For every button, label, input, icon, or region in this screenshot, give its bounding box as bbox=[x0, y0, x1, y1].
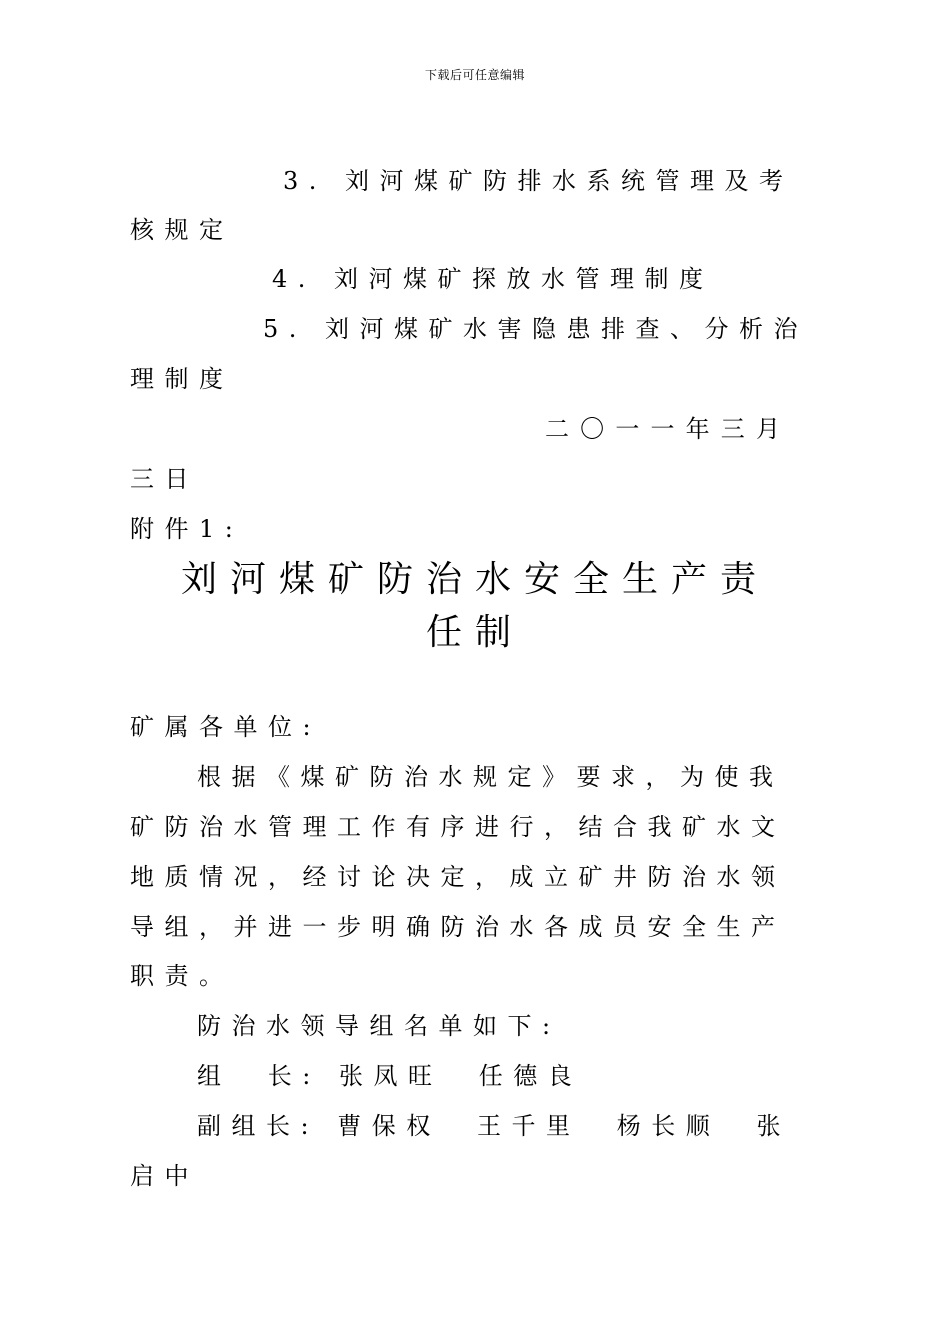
paragraph-line: 矿防治水管理工作有序进行，结合我矿水文 bbox=[130, 813, 786, 841]
item-5-line-2: 理制度 bbox=[130, 365, 234, 393]
date-line-2: 三日 bbox=[130, 465, 199, 493]
item-3-line-1: 3. 刘河煤矿防排水系统管理及考 bbox=[283, 167, 794, 195]
group-leader-line: 组 长: 张凤旺 任德良 bbox=[197, 1062, 583, 1090]
paragraph-line: 地质情况，经讨论决定，成立矿井防治水领 bbox=[130, 863, 786, 891]
deputy-leader-line-1: 副组长: 曹保权 王千里 杨长顺 张 bbox=[197, 1112, 791, 1140]
leadership-list-intro: 防治水领导组名单如下: bbox=[197, 1012, 561, 1040]
date-line-1: 二 〇 一 一 年 三 月 bbox=[545, 415, 780, 443]
document-title-line-1: 刘河煤矿防治水安全生产责 bbox=[180, 559, 769, 600]
document-title-line-2: 任制 bbox=[425, 612, 524, 653]
item-3-line-2: 核规定 bbox=[130, 216, 234, 244]
attachment-label: 附件1: bbox=[130, 515, 244, 543]
page-header-note: 下载后可任意编辑 bbox=[424, 68, 525, 82]
salutation: 矿属各单位: bbox=[130, 713, 322, 741]
paragraph-line: 职责。 bbox=[130, 962, 234, 990]
paragraph-line: 根据《煤矿防治水规定》要求，为使我 bbox=[197, 763, 784, 791]
item-4-line: 4. 刘河煤矿探放水管理制度 bbox=[272, 265, 714, 293]
item-5-line-1: 5. 刘河煤矿水害隐患排查、分析治 bbox=[263, 315, 809, 343]
deputy-leader-line-2: 启中 bbox=[130, 1162, 199, 1190]
paragraph-line: 导组，并进一步明确防治水各成员安全生产 bbox=[130, 913, 786, 941]
